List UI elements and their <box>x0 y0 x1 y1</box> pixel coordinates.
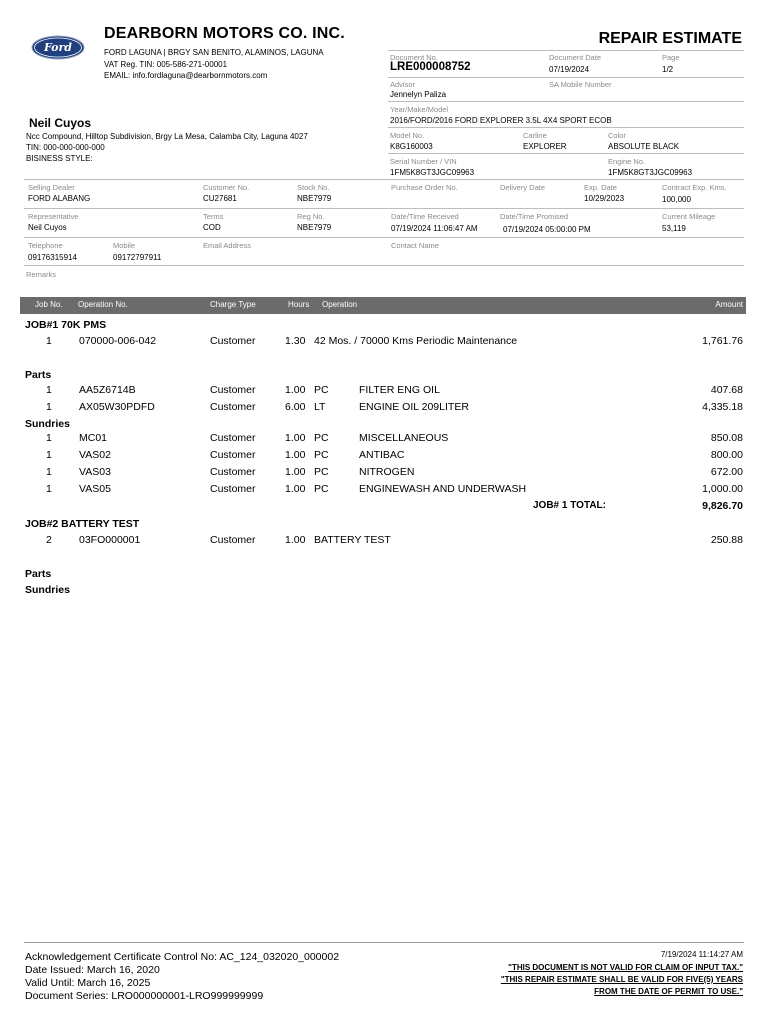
telephone-value: 09176315914 <box>28 253 77 262</box>
company-address: FORD LAGUNA | BRGY SAN BENITO, ALAMINOS, LAGUNA <box>104 48 324 57</box>
contract-kms-label: Contract Exp. Kms. <box>662 183 727 192</box>
footer-issued: Date Issued: March 16, 2020 <box>25 964 160 976</box>
mobile-label: Mobile <box>113 241 136 250</box>
representative-label: Representative <box>28 212 79 221</box>
carline-label: Carline <box>523 131 547 140</box>
sa-mobile-label: SA Mobile Number <box>549 80 612 89</box>
job1-parts-label: Parts <box>25 369 52 381</box>
ymm-label: Year/Make/Model <box>390 105 449 114</box>
mileage-label: Current Mileage <box>662 212 716 221</box>
job1-total-label: JOB# 1 TOTAL: <box>533 500 606 511</box>
document-no: LRE000008752 <box>390 61 471 73</box>
advisor-label: Advisor <box>390 80 416 89</box>
model-no-label: Model No. <box>390 131 425 140</box>
terms-label: Terms <box>203 212 224 221</box>
customer-no-label: Customer No. <box>203 183 250 192</box>
job1-title: JOB#1 70K PMS <box>25 319 107 331</box>
advisor-value: Jennelyn Paliza <box>390 90 447 99</box>
model-no: K8G160003 <box>390 142 433 151</box>
logo-text: Ford <box>43 41 73 54</box>
contract-kms-value: 100,000 <box>662 195 691 204</box>
col-operation-no: Operation No. <box>78 300 128 309</box>
col-job-no: Job No. <box>35 300 63 309</box>
serial-label: Serial Number / VIN <box>390 157 457 166</box>
remarks-label: Remarks <box>26 270 57 279</box>
received-label: Date/Time Received <box>391 212 459 221</box>
reg-no-label: Reg No. <box>297 212 325 221</box>
selling-dealer-label: Selling Dealer <box>28 183 75 192</box>
mileage-value: 53,119 <box>662 224 686 233</box>
page-number: 1/2 <box>662 65 674 74</box>
contact-name-label: Contact Name <box>391 241 439 250</box>
document-date: 07/19/2024 <box>549 65 590 74</box>
company-name: DEARBORN MOTORS CO. INC. <box>104 25 345 42</box>
promised-label: Date/Time Promised <box>500 212 569 221</box>
customer-no-value: CU27681 <box>203 194 237 203</box>
representative-value: Neil Cuyos <box>28 223 67 232</box>
footer-note-1: "THIS DOCUMENT IS NOT VALID FOR CLAIM OF INPUT TAX." <box>508 963 743 972</box>
col-operation: Operation <box>322 300 358 309</box>
exp-date-label: Exp. Date <box>584 183 617 192</box>
mobile-value: 09172797911 <box>113 253 162 262</box>
reg-no-value: NBE7979 <box>297 223 332 232</box>
job1-total-value: 9,826.70 <box>702 500 743 512</box>
terms-value: COD <box>203 223 221 232</box>
job2-sundries-label: Sundries <box>25 584 70 596</box>
job1-sundries-label: Sundries <box>25 418 70 430</box>
received-value: 07/19/2024 11:06:47 AM <box>391 224 478 233</box>
document-no-label: Document No. <box>390 53 438 62</box>
email-label: Email Address <box>203 241 251 250</box>
selling-dealer-value: FORD ALABANG <box>28 194 91 203</box>
col-amount: Amount <box>715 300 743 309</box>
document-date-label: Document Date <box>549 53 602 62</box>
serial-value: 1FM5K8GT3JGC09963 <box>390 168 475 177</box>
document-title: REPAIR ESTIMATE <box>598 30 742 47</box>
customer-business-style: BISINESS STYLE: <box>26 154 93 163</box>
exp-date-value: 10/29/2023 <box>584 194 625 203</box>
color-label: Color <box>608 131 626 140</box>
col-hours: Hours <box>288 300 310 309</box>
company-email: EMAIL: info.fordlaguna@dearbornmotors.com <box>104 71 268 80</box>
ymm-value: 2016/FORD/2016 FORD EXPLORER 3.5L 4X4 SPORT ECOB <box>390 116 612 125</box>
stock-no-label: Stock No. <box>297 183 330 192</box>
delivery-date-label: Delivery Date <box>500 183 546 192</box>
page-label: Page <box>662 53 680 62</box>
color-value: ABSOLUTE BLACK <box>608 142 680 151</box>
footer-timestamp: 7/19/2024 11:14:27 AM <box>660 950 743 959</box>
ford-logo <box>31 35 85 60</box>
engine-value: 1FM5K8GT3JGC09963 <box>608 168 693 177</box>
job2-title: JOB#2 BATTERY TEST <box>25 518 140 530</box>
carline-value: EXPLORER <box>523 142 567 151</box>
footer-ack: Acknowledgement Certificate Control No: AC_124_032020_000002 <box>25 951 340 963</box>
footer-note-3: FROM THE DATE OF PERMIT TO USE." <box>594 987 743 996</box>
promised-value: 07/19/2024 05:00:00 PM <box>503 225 591 234</box>
footer-note-2: "THIS REPAIR ESTIMATE SHALL BE VALID FOR FIVE(5) YEARS <box>500 975 743 984</box>
footer-valid: Valid Until: March 16, 2025 <box>25 977 151 989</box>
company-vat: VAT Reg. TIN: 005-586-271-00001 <box>104 60 228 69</box>
customer-address: Ncc Compound, Hilltop Subdivision, Brgy La Mesa, Calamba City, Laguna 4027 <box>26 132 308 141</box>
customer-name: Neil Cuyos <box>29 116 92 130</box>
table-header <box>20 297 746 314</box>
customer-tin: TIN: 000-000-000-000 <box>26 143 105 152</box>
po-label: Purchase Order No. <box>391 183 458 192</box>
job2-parts-label: Parts <box>25 568 52 580</box>
footer-series: Document Series: LRO000000001-LRO999999999 <box>25 990 264 1002</box>
engine-label: Engine No. <box>608 157 646 166</box>
telephone-label: Telephone <box>28 241 63 250</box>
col-charge-type: Charge Type <box>210 300 256 309</box>
stock-no-value: NBE7979 <box>297 194 332 203</box>
